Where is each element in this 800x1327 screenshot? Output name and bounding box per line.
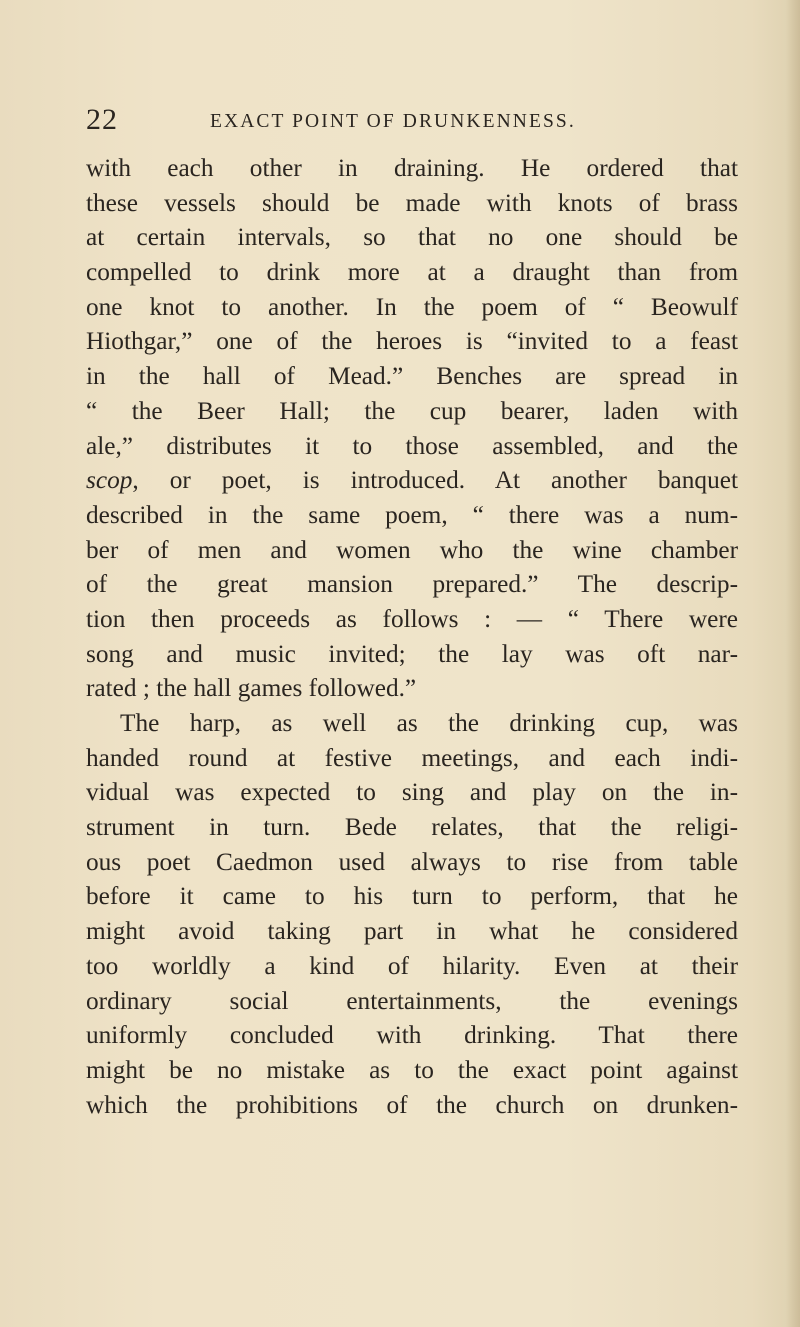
italic-term: scop [86,466,133,495]
text-line: too worldly a kind of hilarity. Even at their [86,951,738,980]
text-line: of the great mansion prepared.” The descrip- [86,570,738,599]
page-edge-shadow [786,0,800,1327]
text-line: ber of men and women who the wine chamber [86,535,738,564]
text-line: ordinary social entertainments, the evenings [86,986,738,1015]
text-line: might be no mistake as to the exact point against [86,1055,738,1084]
text-line: in the hall of Mead.” Benches are spread in [86,362,738,391]
text-line: uniformly concluded with drinking. That there [86,1021,738,1050]
body-text [86,151,738,1122]
text-line: described in the same poem, “ there was a num- [86,500,738,529]
text-line: which the prohibitions of the church on drunken- [86,1090,738,1119]
text-line: one knot to another. In the poem of “ Beowulf [86,292,738,321]
text-line: “ the Beer Hall; the cup bearer, laden with [86,396,738,425]
text-line: these vessels should be made with knots of brass [86,188,738,217]
text-line: strument in turn. Bede relates, that the religi- [86,813,738,842]
text-line: rated ; the hall games followed.” [86,674,417,703]
text-line: Hiothgar,” one of the heroes is “invited to a feast [86,327,738,356]
page-number: 22 [86,103,118,136]
text-line: vidual was expected to sing and play on the in- [86,778,738,807]
text-line: before it came to his turn to perform, that he [86,882,738,911]
text-line: song and music invited; the lay was oft nar- [86,639,738,668]
text-line: tion then proceeds as follows : — “ There were [86,604,738,633]
text-line: at certain intervals, so that no one should be [86,223,738,252]
text-line: handed round at festive meetings, and each indi- [86,743,738,772]
running-head [86,100,766,140]
text-line: compelled to drink more at a draught than from [86,258,738,287]
text-line: ale,” distributes it to those assembled, and the [86,431,738,460]
text-line: might avoid taking part in what he considered [86,917,738,946]
running-title: EXACT POINT OF DRUNKENNESS. [210,111,576,132]
text-line: The harp, as well as the drinking cup, was [120,709,738,737]
text-line: with each other in draining. He ordered that [86,154,738,182]
text-line: scop, or poet, is introduced. At another banquet [86,466,738,495]
text-line: ous poet Caedmon used always to rise from table [86,847,738,876]
